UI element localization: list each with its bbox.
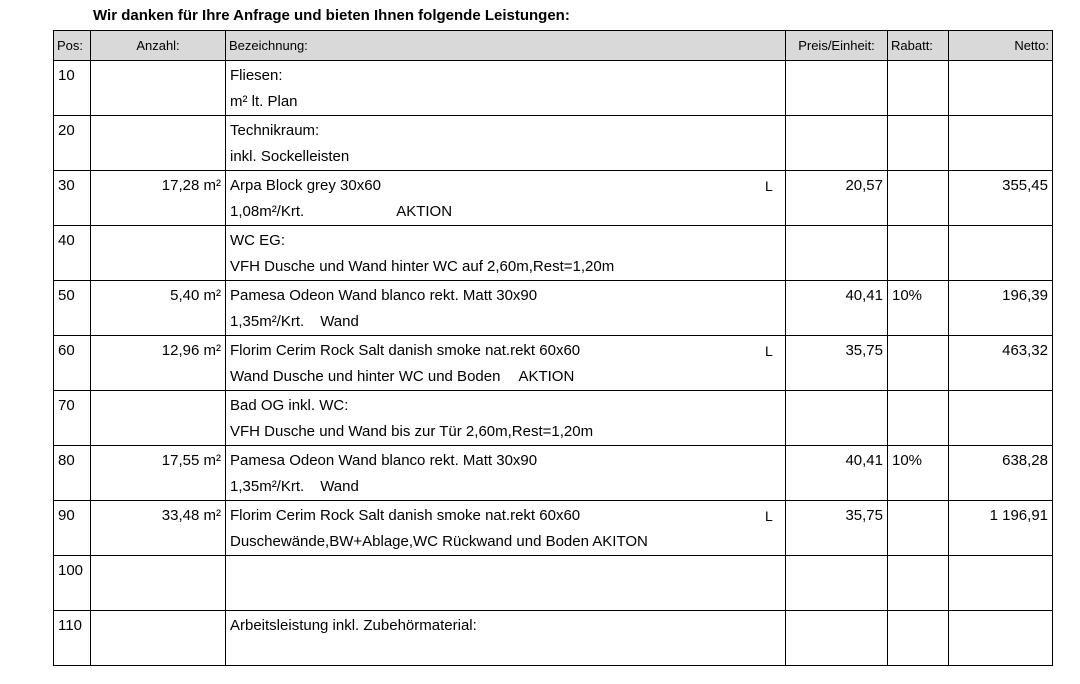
cell-preis: 40,41 bbox=[786, 281, 888, 336]
cell-rabatt bbox=[888, 171, 949, 226]
description-line-1: Fliesen: bbox=[230, 67, 283, 84]
cell-anzahl bbox=[91, 556, 226, 611]
cell-netto: 355,45 bbox=[949, 171, 1053, 226]
cell-preis bbox=[786, 226, 888, 281]
cell-rabatt bbox=[888, 61, 949, 116]
cell-rabatt bbox=[888, 116, 949, 171]
cell-bezeichnung bbox=[226, 226, 786, 281]
cell-bezeichnung bbox=[226, 281, 786, 336]
cell-rabatt bbox=[888, 226, 949, 281]
description-line-2: Wand Dusche und hinter WC und Boden bbox=[230, 368, 501, 385]
column-header-netto: Netto: bbox=[949, 31, 1053, 61]
cell-rabatt: 10% bbox=[888, 446, 949, 501]
cell-rabatt: 10% bbox=[888, 281, 949, 336]
article-tag: L bbox=[765, 508, 773, 524]
description-line-1: WC EG: bbox=[230, 232, 285, 249]
cell-anzahl bbox=[91, 116, 226, 171]
cell-anzahl bbox=[91, 611, 226, 666]
cell-preis bbox=[786, 61, 888, 116]
cell-netto: 196,39 bbox=[949, 281, 1053, 336]
description-line-2: inkl. Sockelleisten bbox=[230, 148, 350, 165]
description-line-1: Pamesa Odeon Wand blanco rekt. Matt 30x90 bbox=[230, 452, 538, 469]
cell-pos: 90 bbox=[54, 501, 91, 556]
table-row bbox=[54, 281, 1053, 336]
cell-pos: 10 bbox=[54, 61, 91, 116]
column-header-rabatt: Rabatt: bbox=[888, 31, 949, 61]
cell-anzahl: 5,40 m² bbox=[91, 281, 226, 336]
cell-preis: 40,41 bbox=[786, 446, 888, 501]
cell-bezeichnung bbox=[226, 391, 786, 446]
cell-pos: 50 bbox=[54, 281, 91, 336]
column-header-bezeichnung: Bezeichnung: bbox=[226, 31, 786, 61]
cell-anzahl bbox=[91, 391, 226, 446]
article-tag: L bbox=[765, 343, 773, 359]
cell-bezeichnung bbox=[226, 336, 786, 391]
cell-bezeichnung bbox=[226, 556, 786, 611]
table-row bbox=[54, 501, 1053, 556]
cell-anzahl: 33,48 m² bbox=[91, 501, 226, 556]
cell-preis: 20,57 bbox=[786, 171, 888, 226]
article-tag: L bbox=[765, 178, 773, 194]
cell-anzahl bbox=[91, 61, 226, 116]
cell-anzahl: 12,96 m² bbox=[91, 336, 226, 391]
cell-anzahl: 17,55 m² bbox=[91, 446, 226, 501]
usage-label: Wand bbox=[320, 478, 359, 495]
cell-preis: 35,75 bbox=[786, 501, 888, 556]
document-heading: Wir danken für Ihre Anfrage und bieten Ihnen folgende Leistungen: bbox=[93, 7, 570, 24]
cell-netto: 638,28 bbox=[949, 446, 1053, 501]
table-row bbox=[54, 116, 1053, 171]
cell-pos: 110 bbox=[54, 611, 91, 666]
promo-label: AKTION bbox=[518, 368, 575, 385]
description-line-2: 1,35m²/Krt. bbox=[230, 478, 305, 495]
cell-rabatt bbox=[888, 556, 949, 611]
quote-table bbox=[53, 30, 1053, 666]
cell-anzahl: 17,28 m² bbox=[91, 171, 226, 226]
description-line-2: VFH Dusche und Wand bis zur Tür 2,60m,Rest=1,20m bbox=[230, 423, 594, 440]
description-line-2-wrap bbox=[230, 364, 781, 390]
cell-rabatt bbox=[888, 611, 949, 666]
description-line-1: Florim Cerim Rock Salt danish smoke nat.rekt 60x60 bbox=[230, 342, 581, 359]
column-header-anzahl: Anzahl: bbox=[91, 31, 226, 61]
description-line-1: Pamesa Odeon Wand blanco rekt. Matt 30x90 bbox=[230, 287, 538, 304]
description-line-2-wrap bbox=[230, 309, 781, 335]
description-line-1: Bad OG inkl. WC: bbox=[230, 397, 349, 414]
table-header-row bbox=[54, 31, 1053, 61]
cell-bezeichnung bbox=[226, 171, 786, 226]
cell-bezeichnung bbox=[226, 501, 786, 556]
description-line-1 bbox=[230, 558, 781, 584]
table-row bbox=[54, 556, 1053, 611]
description-line-2: Duschewände,BW+Ablage,WC Rückwand und Boden AKITON bbox=[230, 533, 648, 550]
cell-netto bbox=[949, 61, 1053, 116]
cell-netto bbox=[949, 611, 1053, 666]
description-line-1: Technikraum: bbox=[230, 122, 320, 139]
cell-pos: 60 bbox=[54, 336, 91, 391]
description-line-1: Arpa Block grey 30x60 bbox=[230, 177, 381, 194]
cell-anzahl bbox=[91, 226, 226, 281]
cell-pos: 70 bbox=[54, 391, 91, 446]
cell-pos: 30 bbox=[54, 171, 91, 226]
description-line-2: m² lt. Plan bbox=[230, 93, 298, 110]
cell-bezeichnung bbox=[226, 611, 786, 666]
cell-netto: 1 196,91 bbox=[949, 501, 1053, 556]
table-row bbox=[54, 336, 1053, 391]
cell-rabatt bbox=[888, 336, 949, 391]
cell-bezeichnung bbox=[226, 61, 786, 116]
cell-pos: 100 bbox=[54, 556, 91, 611]
cell-preis bbox=[786, 556, 888, 611]
cell-preis: 35,75 bbox=[786, 336, 888, 391]
table-row bbox=[54, 391, 1053, 446]
usage-label: Wand bbox=[320, 313, 359, 330]
cell-netto bbox=[949, 116, 1053, 171]
cell-rabatt bbox=[888, 391, 949, 446]
description-line-2-wrap bbox=[230, 474, 781, 500]
cell-pos: 20 bbox=[54, 116, 91, 171]
table-row bbox=[54, 226, 1053, 281]
column-header-pos: Pos: bbox=[54, 31, 91, 61]
cell-bezeichnung bbox=[226, 446, 786, 501]
cell-netto bbox=[949, 556, 1053, 611]
description-line-2: 1,35m²/Krt. bbox=[230, 313, 305, 330]
cell-pos: 80 bbox=[54, 446, 91, 501]
table-row bbox=[54, 61, 1053, 116]
cell-rabatt bbox=[888, 501, 949, 556]
table-row bbox=[54, 171, 1053, 226]
table-row bbox=[54, 446, 1053, 501]
cell-netto bbox=[949, 391, 1053, 446]
cell-bezeichnung bbox=[226, 116, 786, 171]
cell-pos: 40 bbox=[54, 226, 91, 281]
cell-netto: 463,32 bbox=[949, 336, 1053, 391]
description-line-2: VFH Dusche und Wand hinter WC auf 2,60m,Rest=1,20m bbox=[230, 258, 615, 275]
description-line-2: 1,08m²/Krt. bbox=[230, 203, 305, 220]
table-row bbox=[54, 611, 1053, 666]
cell-netto bbox=[949, 226, 1053, 281]
description-line-2-wrap bbox=[230, 199, 781, 225]
cell-preis bbox=[786, 611, 888, 666]
description-line-1: Arbeitsleistung inkl. Zubehörmaterial: bbox=[230, 617, 477, 634]
column-header-preis: Preis/Einheit: bbox=[786, 31, 888, 61]
cell-preis bbox=[786, 116, 888, 171]
cell-preis bbox=[786, 391, 888, 446]
description-line-1: Florim Cerim Rock Salt danish smoke nat.rekt 60x60 bbox=[230, 507, 581, 524]
promo-label: AKTION bbox=[396, 203, 453, 220]
